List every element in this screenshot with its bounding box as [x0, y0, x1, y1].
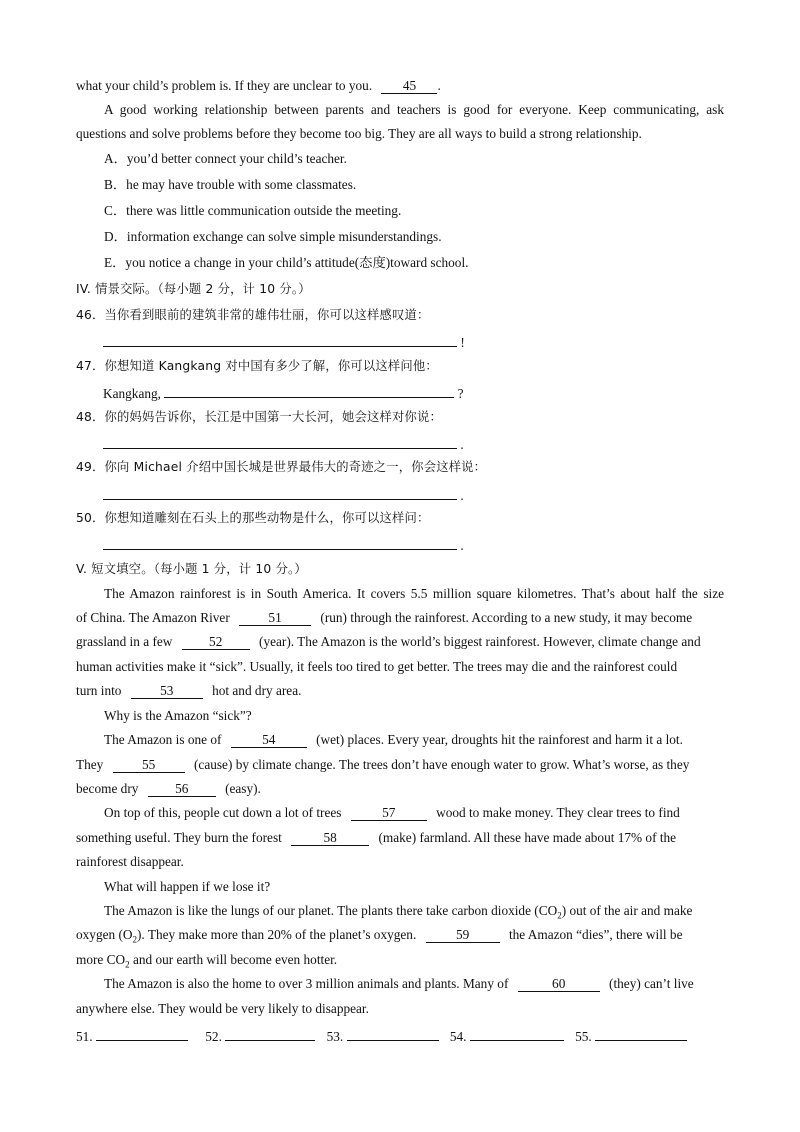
- passage-text: The Amazon is also the home to over 3 million animals and plants. Many of: [104, 976, 509, 991]
- answer-line-48: [103, 433, 724, 454]
- passage-text: (make) farmland. All these have made about 17% of the: [378, 830, 677, 845]
- passage-line: [76, 77, 724, 95]
- passage-line: [76, 780, 724, 798]
- blank-45[interactable]: 45: [381, 78, 437, 94]
- passage-line: [76, 609, 724, 627]
- blank-52[interactable]: 52: [182, 634, 250, 650]
- blank-51[interactable]: 51: [239, 610, 311, 626]
- blank-53[interactable]: 53: [131, 683, 203, 699]
- passage-text: On top of this, people cut down a lot of trees: [104, 805, 342, 820]
- option-e: E．you notice a change in your child’s attitude(态度)toward school.: [104, 255, 469, 270]
- section-iv-heading: IV. 情景交际。（每小题 2 分，计 10 分。）: [76, 282, 311, 296]
- answer-line-46: [103, 331, 724, 352]
- answer-prefix: Kangkang,: [103, 386, 161, 401]
- passage-text: ) out of the air and make: [561, 903, 693, 918]
- subscript: 2: [557, 910, 562, 921]
- section-v-heading: V. 短文填空。（每小题 1 分，计 10 分。）: [76, 562, 307, 576]
- passage-text: wood to make money. They clear trees to find: [436, 805, 680, 820]
- passage-text: and our earth will become even hotter.: [132, 952, 338, 967]
- option-c: C．there was little communication outside the meeting.: [104, 203, 402, 218]
- passage-line: anywhere else. They would be very likely to disappear.: [76, 1001, 369, 1016]
- passage-text: (cause) by climate change. The trees don’t have enough water to grow. What’s worse, as they: [193, 757, 690, 772]
- passage-text: They: [76, 757, 104, 772]
- answer-number: 52.: [205, 1029, 222, 1044]
- punctuation: .: [460, 538, 464, 553]
- punctuation: .: [460, 437, 464, 452]
- passage-line: [76, 951, 724, 969]
- answer-number: 55.: [575, 1029, 592, 1044]
- blank-60[interactable]: 60: [518, 976, 600, 992]
- passage-text: something useful. They burn the forest: [76, 830, 282, 845]
- passage-line: [76, 975, 724, 993]
- passage-text: (they) can’t live: [609, 976, 694, 991]
- answer-input-50[interactable]: [103, 534, 457, 550]
- answer-input-48[interactable]: [103, 433, 457, 449]
- passage-line: [76, 804, 724, 822]
- passage-text: (year). The Amazon is the world’s biggest rainforest. However, climate change and: [259, 634, 701, 649]
- subscript: 2: [125, 959, 130, 970]
- passage-text: The Amazon is like the lungs of our planet. The plants there take carbon dioxide (CO: [104, 903, 558, 918]
- passage-line: [76, 926, 724, 944]
- passage-text: become dry: [76, 781, 139, 796]
- passage-line: [76, 731, 724, 749]
- passage-text: ). They make more than 20% of the planet’s oxygen.: [137, 927, 417, 942]
- passage-text: what your child’s problem is. If they are unclear to you.: [76, 78, 373, 93]
- answer-number: 51.: [76, 1029, 93, 1044]
- passage-line: The Amazon rainforest is in South America. It covers 5.5 million square kilometres. That’s about half the size: [104, 586, 724, 601]
- blank-56[interactable]: 56: [148, 781, 216, 797]
- passage-line: A good working relationship between parents and teachers is good for everyone. Keep communicating, ask: [104, 102, 724, 117]
- answer-line-47: [103, 382, 724, 403]
- passage-text: (easy).: [225, 781, 261, 796]
- passage-line: [76, 756, 724, 774]
- passage-text: (wet) places. Every year, droughts hit the rainforest and harm it a lot.: [316, 732, 683, 747]
- passage-line: rainforest disappear.: [76, 854, 184, 869]
- subscript: 2: [132, 934, 137, 945]
- answer-input-54[interactable]: [470, 1025, 564, 1041]
- passage-line: [76, 633, 724, 651]
- passage-text: more CO: [76, 952, 126, 967]
- answer-input-46[interactable]: [103, 331, 457, 347]
- answer-line-49: [103, 484, 724, 505]
- blank-57[interactable]: 57: [351, 805, 427, 821]
- passage-line: [76, 829, 724, 847]
- option-b: B．he may have trouble with some classmates.: [104, 177, 357, 192]
- passage-subheading: What will happen if we lose it?: [104, 879, 271, 894]
- answer-input-55[interactable]: [595, 1025, 687, 1041]
- option-d: D．information exchange can solve simple misunderstandings.: [104, 229, 442, 244]
- passage-text: (run) through the rainforest. According to a new study, it may become: [320, 610, 693, 625]
- passage-text: The Amazon is one of: [104, 732, 222, 747]
- answer-input-52[interactable]: [225, 1025, 315, 1041]
- passage-text: turn into: [76, 683, 122, 698]
- passage-text: of China. The Amazon River: [76, 610, 230, 625]
- passage-line: human activities make it “sick”. Usually, it feels too tired to get better. The trees may die and the rainforest could: [76, 659, 678, 674]
- blank-55[interactable]: 55: [113, 757, 185, 773]
- answer-number: 53.: [326, 1029, 344, 1044]
- passage-text: hot and dry area.: [212, 683, 302, 698]
- passage-line: [76, 682, 724, 700]
- passage-line: questions and solve problems before they become too big. They are all ways to build a strong relationship.: [76, 126, 642, 141]
- answer-input-51[interactable]: [96, 1025, 188, 1041]
- answer-input-47[interactable]: [164, 382, 454, 398]
- answer-number: 54.: [449, 1029, 467, 1044]
- passage-subheading: Why is the Amazon “sick”?: [104, 708, 252, 723]
- question-49: 49．你向 Michael 介绍中国长城是世界最伟大的奇迹之一，你会这样说：: [76, 460, 487, 474]
- answer-line-50: [103, 534, 724, 555]
- option-a: A．you’d better connect your child’s teacher.: [104, 151, 347, 166]
- blank-58[interactable]: 58: [291, 830, 369, 846]
- answer-row: [76, 1025, 724, 1046]
- passage-text: grassland in a few: [76, 634, 173, 649]
- question-50: 50．你想知道雕刻在石头上的那些动物是什么，你可以这样问：: [76, 511, 430, 525]
- passage-text: .: [437, 78, 441, 93]
- question-47: 47．你想知道 Kangkang 对中国有多少了解，你可以这样问他：: [76, 359, 438, 373]
- blank-54[interactable]: 54: [231, 732, 307, 748]
- question-48: 48．你的妈妈告诉你，长江是中国第一大长河，她会这样对你说：: [76, 410, 442, 424]
- punctuation: ?: [457, 386, 464, 401]
- passage-text: the Amazon “dies”, there will be: [508, 927, 683, 942]
- question-46: 46．当你看到眼前的建筑非常的雄伟壮丽，你可以这样感叹道：: [76, 308, 430, 322]
- punctuation: .: [460, 488, 464, 503]
- blank-59[interactable]: 59: [426, 927, 500, 943]
- passage-text: oxygen (O: [76, 927, 133, 942]
- passage-line: [76, 902, 724, 920]
- answer-input-49[interactable]: [103, 484, 457, 500]
- answer-input-53[interactable]: [347, 1025, 439, 1041]
- punctuation: !: [460, 335, 465, 350]
